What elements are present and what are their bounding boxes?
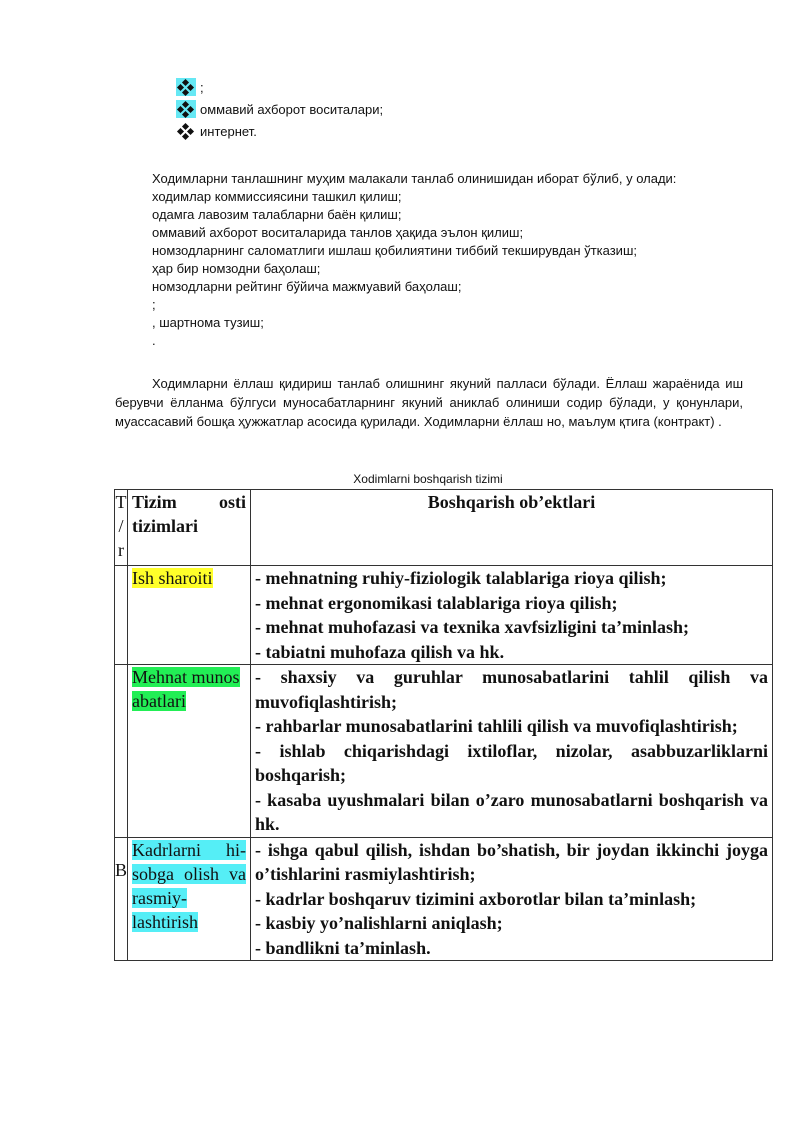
object-item: - kadrlar boshqaruv tizimini axborotlar bilan ta’minlash;: [255, 888, 697, 909]
bullet-item: [176, 76, 383, 98]
list-item: одамга лавозим талабларни баён қилиш;: [152, 207, 402, 222]
list-item: ходимлар коммиссиясини ташкил қилиш;: [152, 189, 402, 204]
row-objects: [251, 566, 773, 665]
list-item: .: [152, 333, 156, 348]
object-item: - rahbarlar munosabatlarini tahlili qilish va muvofiqlashtirish;: [255, 716, 738, 736]
object-item: - shaxsiy va guruhlar munosabatlarini tahlil qilish va muvofiqlashtirish;: [255, 667, 768, 712]
bullet-list: [176, 76, 383, 142]
list-item: номзодларнинг саломатлиги ишлаш қобилиятини тиббий текширувдан ўтказиш;: [152, 243, 637, 258]
object-item: - mehnat muhofazasi va texnika xavfsizligini ta’minlash;: [255, 617, 690, 637]
header-number: [115, 490, 128, 566]
object-item: - bandlikni ta’minlash.: [255, 937, 431, 958]
diamond-bullet-icon: [176, 122, 196, 140]
management-system-table: [114, 489, 773, 961]
table-row: [115, 665, 773, 838]
table-caption: Xodimlarni boshqarish tizimi: [353, 472, 503, 486]
subsystem-label: Ish sharoiti: [132, 568, 213, 588]
list-item: ҳар бир номзодни баҳолаш;: [152, 261, 321, 276]
list-item: оммавий ахборот воситаларида танлов ҳақида эълон қилиш;: [152, 225, 524, 240]
table-row: [115, 566, 773, 665]
row-number: [115, 566, 128, 665]
header-char: r: [118, 540, 124, 560]
header-subsystems-line1: Tizim osti: [132, 492, 247, 512]
object-item: - ishlab chiqarishdagi ixtiloflar, nizolar, asabbuzarliklarni boshqarish;: [255, 740, 768, 785]
table-header-row: [115, 490, 773, 566]
header-subsystems-line2: tizimlari: [132, 516, 198, 536]
object-item: - mehnat ergonomikasi talablariga rioya qilish;: [255, 592, 618, 613]
diamond-bullet-icon: [176, 100, 196, 118]
bullet-item: [176, 120, 383, 142]
row-number: B: [115, 837, 128, 961]
bullet-text: оммавий ахборот воситалари;: [200, 101, 384, 117]
list-item: , шартнома тузиш;: [152, 315, 264, 330]
header-objects: Boshqarish ob’ektlari: [251, 490, 773, 566]
object-item: - ishga qabul qilish, ishdan bo’shatish, bir joydan ikkinchi joyga o’tishlarini rasmiylashtirish;: [255, 839, 768, 884]
body-paragraph: Ходимларни ёллаш қидириш танлаб олишнинг якуний палласи бўлади. Ёллаш жараёнида иш берувчи ёлланма бўлгуси муносабатларнинг якуний аниклаб олиниши содир бўлади, у қонунлари, муассасавий бошқа ҳужжатлар асосида қурилади. Ходимларни ёллаш но, маълум қтига (контракт) .: [115, 376, 743, 429]
header-subsystems: [128, 490, 251, 566]
row-number: [115, 665, 128, 838]
row-objects: [251, 837, 773, 961]
list-item: Ходимларни танлашнинг муҳим малакали танлаб олинишидан иборат бўлиб, у олади:: [152, 171, 677, 186]
object-item: - kasaba uyushmalari bilan o’zaro munosabatlarni boshqarish va hk.: [255, 789, 768, 834]
header-char: /: [118, 516, 124, 536]
object-item: - mehnatning ruhiy-fiziologik talablariga rioya qilish;: [255, 568, 667, 588]
object-item: - kasbiy yo’nalishlarni aniqlash;: [255, 913, 503, 933]
diamond-bullet-icon: [176, 78, 196, 96]
row-objects: [251, 665, 773, 838]
row-subsystem: [128, 837, 251, 961]
table-row: [115, 837, 773, 961]
bullet-text: интернет.: [200, 123, 257, 139]
bullet-text: ;: [200, 79, 204, 95]
row-subsystem: [128, 665, 251, 838]
selection-steps: [152, 170, 676, 350]
header-char: T: [115, 492, 127, 512]
subsystem-label: Kadrlarni hi-sobga olish va rasmiy-lashtirish: [132, 839, 247, 932]
object-item: - tabiatni muhofaza qilish va hk.: [255, 641, 505, 662]
list-item: номзодларни рейтинг бўйича мажмуавий баҳолаш;: [152, 279, 462, 294]
list-item: ;: [152, 297, 156, 312]
row-subsystem: [128, 566, 251, 665]
bullet-item: [176, 98, 383, 120]
subsystem-label: Mehnat munosabatlari: [132, 667, 240, 711]
